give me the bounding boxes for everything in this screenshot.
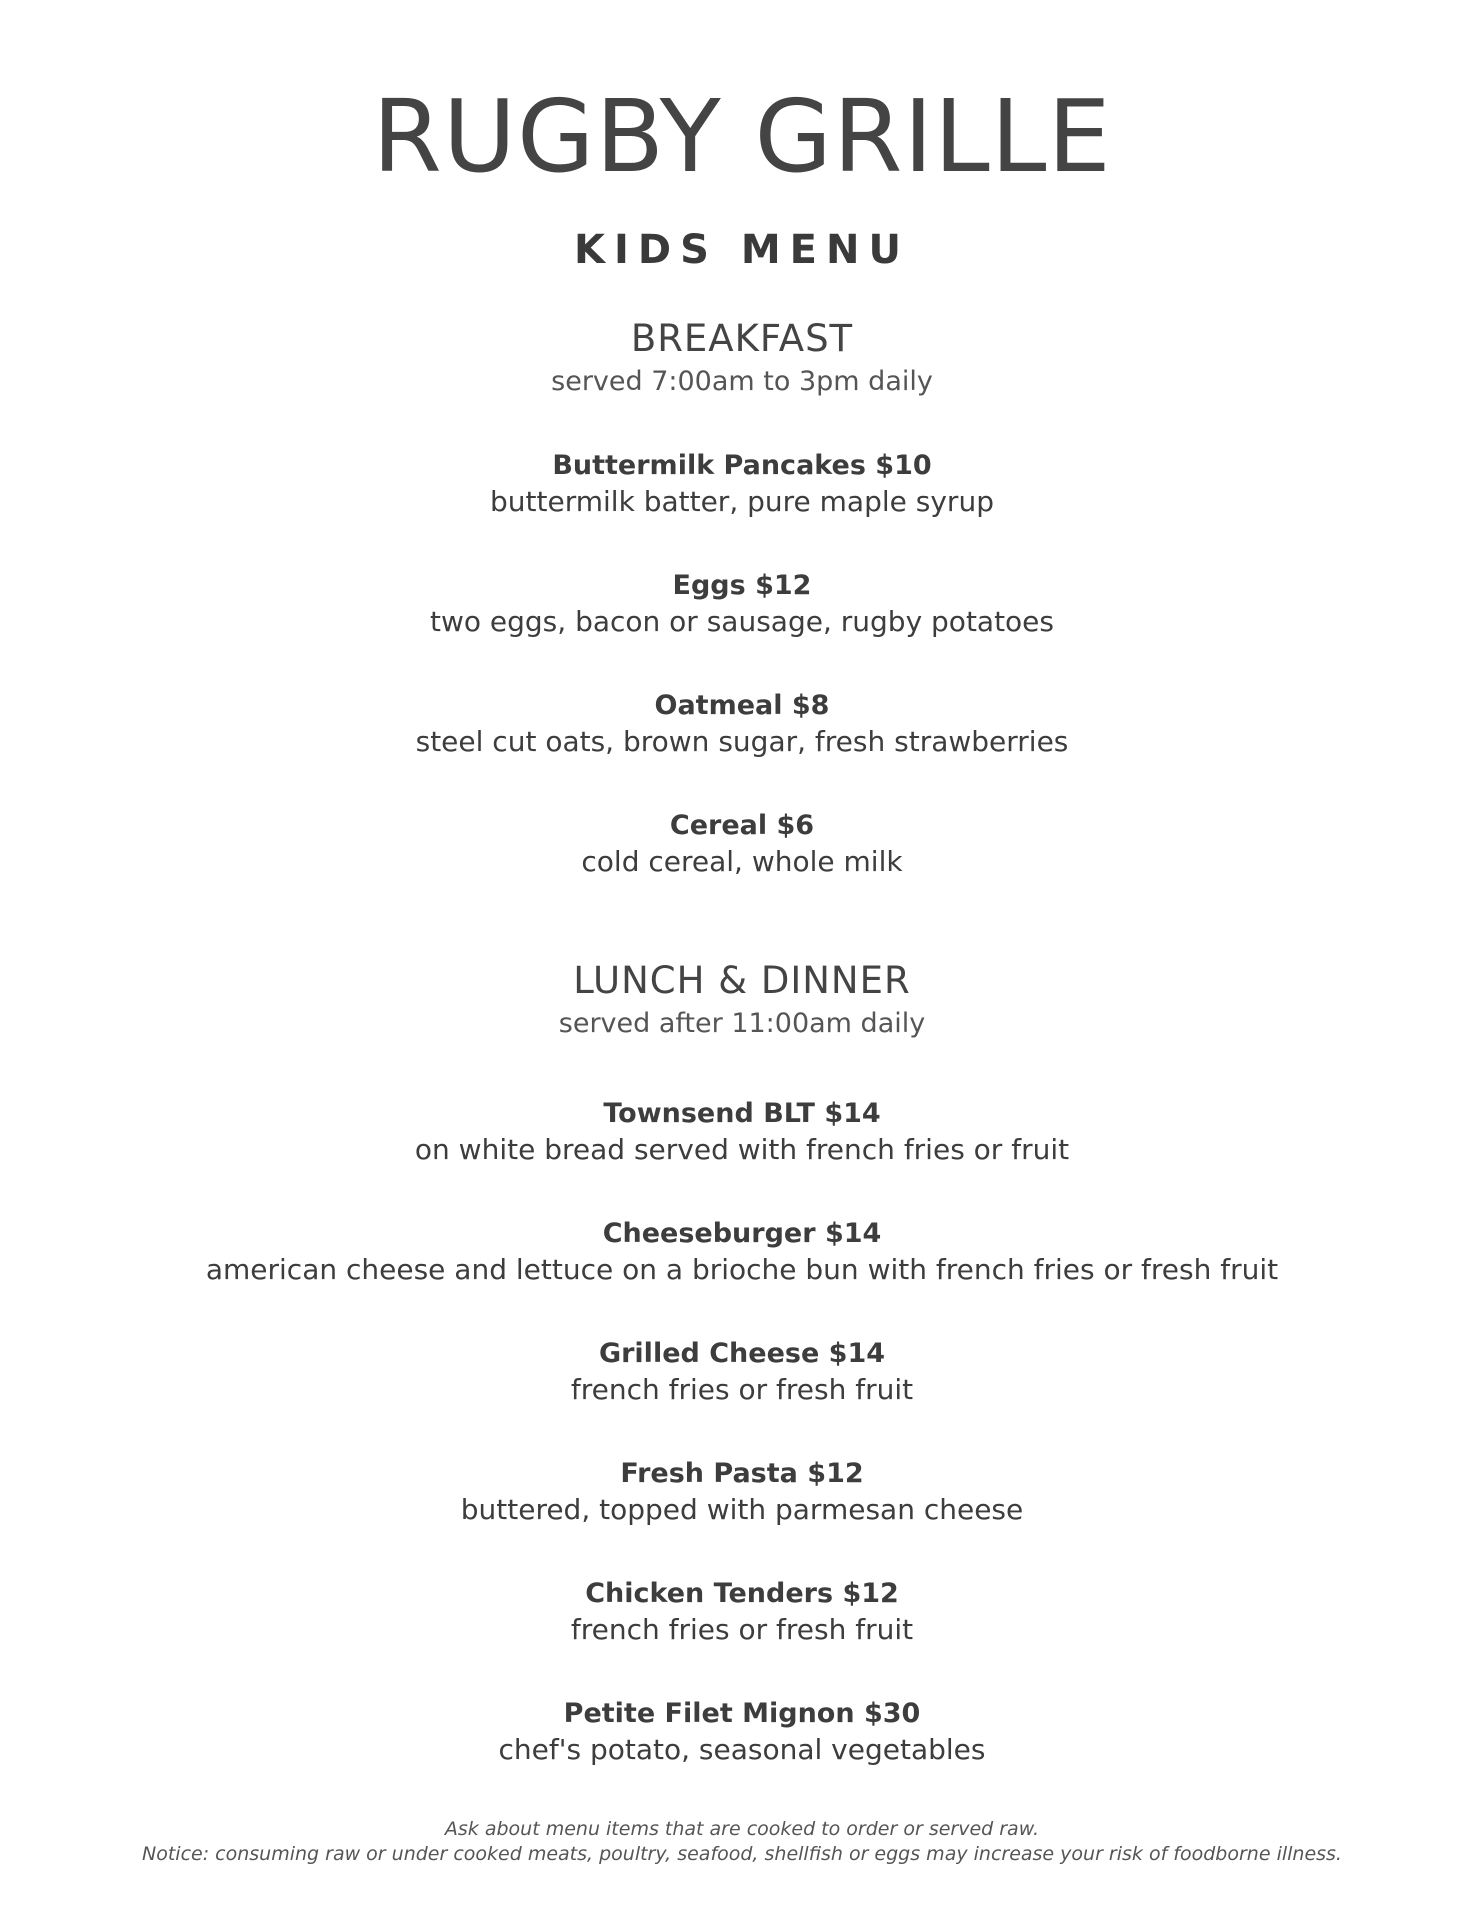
menu-item <box>0 448 1484 568</box>
menu-item <box>0 808 1484 928</box>
footer-line-health-notice: Notice: consuming raw or under cooked meats, poultry, seafood, shellfish or eggs may increase your risk of foodborne illness. <box>142 1843 1342 1865</box>
item-name: Eggs $12 <box>672 570 812 601</box>
item-name: Oatmeal $8 <box>654 690 830 721</box>
section-hours: served after 11:00am daily <box>558 1008 926 1039</box>
menu-item <box>0 1096 1484 1216</box>
footer-line-raw-items: Ask about menu items that are cooked to order or served raw. <box>444 1818 1040 1840</box>
footer-notice <box>0 1817 1484 1867</box>
menu-item <box>0 568 1484 688</box>
menu-title: KIDS MENU <box>574 227 910 273</box>
lunch-dinner-items <box>0 1096 1484 1816</box>
item-description: steel cut oats, brown sugar, fresh strawberries <box>415 725 1069 758</box>
section-hours: served 7:00am to 3pm daily <box>551 366 933 397</box>
item-description: on white bread served with french fries or fruit <box>414 1133 1070 1166</box>
menu-item <box>0 1336 1484 1456</box>
item-description: buttermilk batter, pure maple syrup <box>490 485 994 518</box>
menu-item <box>0 688 1484 808</box>
breakfast-heading <box>0 316 1484 400</box>
item-name: Fresh Pasta $12 <box>620 1458 864 1489</box>
item-name: Cereal $6 <box>669 810 815 841</box>
item-description: cold cereal, whole milk <box>581 845 903 878</box>
item-description: french fries or fresh fruit <box>570 1613 914 1646</box>
item-name: Cheeseburger $14 <box>602 1218 882 1249</box>
menu-item <box>0 1576 1484 1696</box>
item-description: american cheese and lettuce on a brioche bun with french fries or fresh fruit <box>205 1253 1279 1286</box>
section-title: LUNCH & DINNER <box>573 959 911 1002</box>
menu-item <box>0 1696 1484 1816</box>
breakfast-items <box>0 448 1484 928</box>
restaurant-name: RUGBY GRILLE <box>372 78 1112 195</box>
item-name: Grilled Cheese $14 <box>598 1338 886 1369</box>
menu-item <box>0 1456 1484 1576</box>
item-description: french fries or fresh fruit <box>570 1373 914 1406</box>
item-description: two eggs, bacon or sausage, rugby potatoes <box>430 605 1054 638</box>
item-name: Buttermilk Pancakes $10 <box>552 450 932 481</box>
section-title: BREAKFAST <box>630 317 854 360</box>
item-name: Petite Filet Mignon $30 <box>563 1698 921 1729</box>
menu-item <box>0 1216 1484 1336</box>
item-name: Townsend BLT $14 <box>603 1098 881 1129</box>
lunch-dinner-heading <box>0 958 1484 1042</box>
item-description: buttered, topped with parmesan cheese <box>460 1493 1024 1526</box>
item-description: chef's potato, seasonal vegetables <box>498 1733 986 1766</box>
item-name: Chicken Tenders $12 <box>585 1578 899 1609</box>
